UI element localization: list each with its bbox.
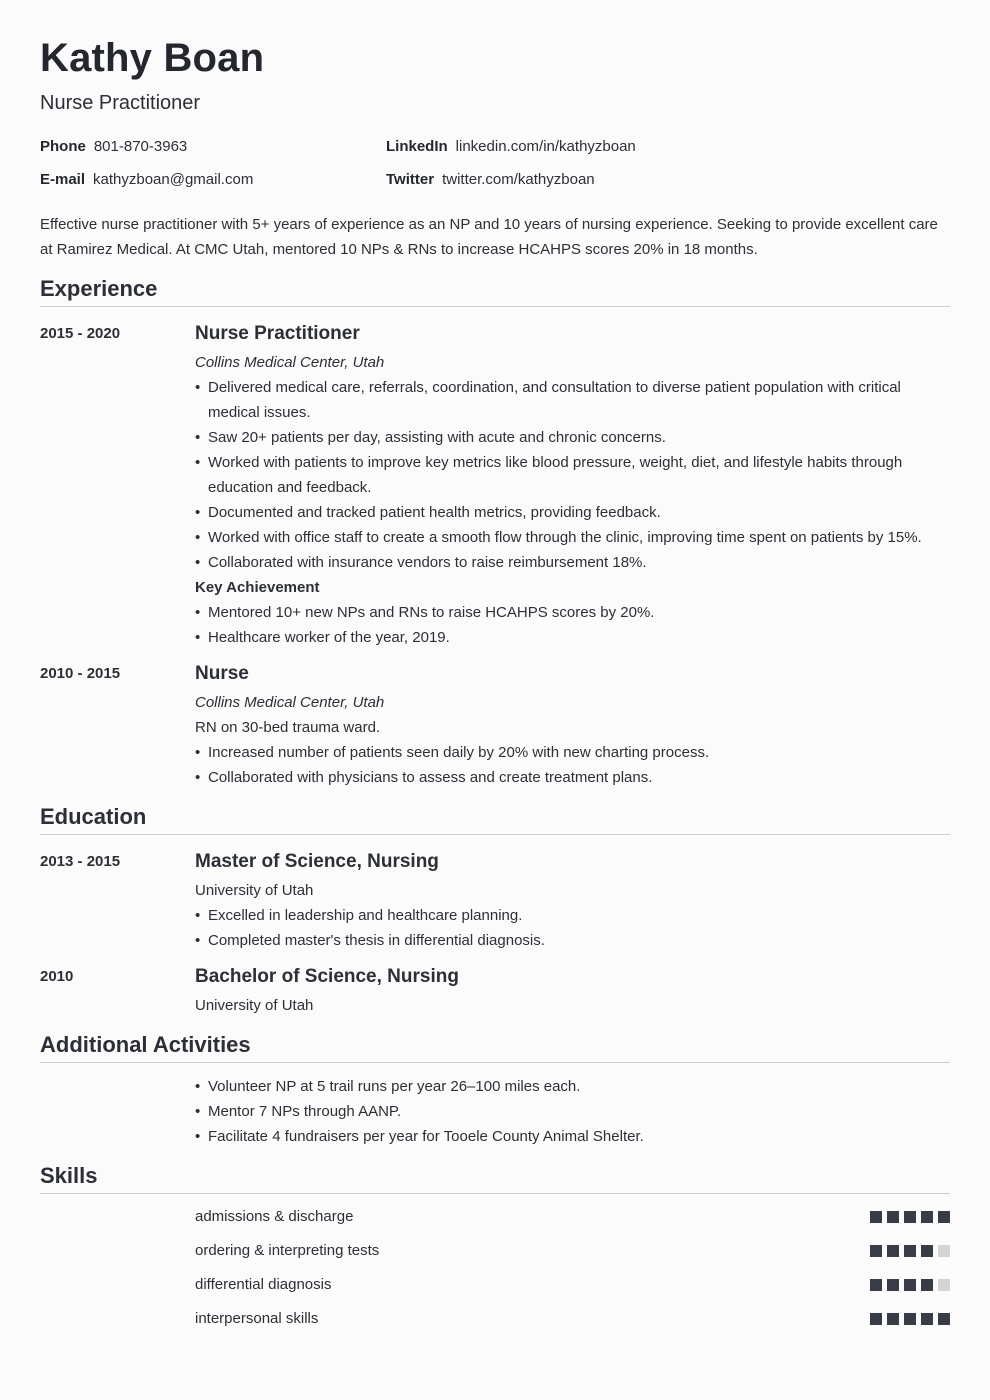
- contact-phone: [40, 138, 187, 155]
- bullet-item: • Documented and tracked patient health metrics, providing feedback.: [195, 500, 950, 525]
- rating-square-filled: [921, 1313, 933, 1325]
- achievement-label: Key Achievement: [195, 579, 320, 596]
- entry-org: Collins Medical Center, Utah: [195, 354, 385, 371]
- bullet-item: • Collaborated with physicians to assess and create treatment plans.: [195, 765, 950, 790]
- entry-dates: 2013 - 2015: [40, 853, 121, 870]
- skill-rating: [870, 1211, 950, 1223]
- bullet-item: • Completed master's thesis in differential diagnosis.: [195, 928, 950, 953]
- rating-square-filled: [887, 1313, 899, 1325]
- twitter-value: twitter.com/kathyzboan: [442, 171, 595, 188]
- phone-label: Phone: [40, 138, 86, 155]
- section-experience: [40, 276, 950, 307]
- skill-row: [195, 1308, 950, 1334]
- section-title: Experience: [40, 276, 158, 301]
- entry-dates: 2015 - 2020: [40, 325, 121, 342]
- rating-square-filled: [870, 1211, 882, 1223]
- entry-role: Nurse: [195, 663, 249, 684]
- skill-name: admissions & discharge: [195, 1208, 354, 1225]
- bullet-item: • Saw 20+ patients per day, assisting with acute and chronic concerns.: [195, 425, 950, 450]
- rating-square-filled: [921, 1279, 933, 1291]
- twitter-label: Twitter: [386, 171, 435, 188]
- rating-square-filled: [921, 1211, 933, 1223]
- section-title: Skills: [40, 1163, 98, 1188]
- rating-square-empty: [938, 1245, 950, 1257]
- linkedin-label: LinkedIn: [386, 138, 448, 155]
- entry-role: Nurse Practitioner: [195, 323, 360, 344]
- section-skills: [40, 1163, 950, 1194]
- skill-rating: [870, 1313, 950, 1325]
- bullet-item: • Collaborated with insurance vendors to raise reimbursement 18%.: [195, 550, 950, 575]
- skill-row: [195, 1240, 950, 1266]
- linkedin-value: linkedin.com/in/kathyzboan: [455, 138, 636, 155]
- section-title: Additional Activities: [40, 1032, 251, 1057]
- rating-square-filled: [904, 1245, 916, 1257]
- rating-square-filled: [904, 1279, 916, 1291]
- email-label: E-mail: [40, 171, 86, 188]
- skill-rating: [870, 1279, 950, 1291]
- bullet-item: • Worked with office staff to create a smooth flow through the clinic, improving time spent on patients by 15%.: [195, 525, 950, 550]
- achievement-list: [195, 600, 950, 650]
- job-title: Nurse Practitioner: [40, 92, 201, 114]
- activity-item: • Volunteer NP at 5 trail runs per year 26–100 miles each.: [195, 1074, 950, 1099]
- skill-rating: [870, 1245, 950, 1257]
- rating-square-filled: [870, 1279, 882, 1291]
- activity-item: • Mentor 7 NPs through AANP.: [195, 1099, 950, 1124]
- summary: Effective nurse practitioner with 5+ years of experience as an NP and 10 years of nursing experience. Seeking to provide excellent care at Ramirez Medical. At CMC Utah, mentored 10 NPs & RNs to increase HCAHPS scores 20% in 18 months.: [40, 216, 938, 258]
- rating-square-filled: [938, 1211, 950, 1223]
- rating-square-filled: [938, 1313, 950, 1325]
- bullet-list: [195, 740, 950, 790]
- contact-twitter: [386, 171, 595, 188]
- section-education: [40, 804, 950, 835]
- section-activities: [40, 1032, 950, 1063]
- candidate-name: Kathy Boan: [40, 36, 265, 80]
- entry-dates: 2010 - 2015: [40, 665, 121, 682]
- rating-square-filled: [870, 1245, 882, 1257]
- activities-list: [195, 1074, 950, 1149]
- entry-degree: Bachelor of Science, Nursing: [195, 966, 459, 987]
- activity-item: • Facilitate 4 fundraisers per year for Tooele County Animal Shelter.: [195, 1124, 950, 1149]
- rating-square-filled: [870, 1313, 882, 1325]
- bullet-list: [195, 903, 950, 953]
- contact-email: [40, 171, 253, 188]
- entry-school: University of Utah: [195, 882, 314, 899]
- entry-note: RN on 30-bed trauma ward.: [195, 719, 381, 736]
- bullet-item: • Worked with patients to improve key metrics like blood pressure, weight, diet, and lifestyle habits through education and feedback.: [195, 450, 950, 500]
- skill-name: ordering & interpreting tests: [195, 1242, 380, 1259]
- bullet-item: • Increased number of patients seen daily by 20% with new charting process.: [195, 740, 950, 765]
- rating-square-filled: [921, 1245, 933, 1257]
- skill-row: [195, 1274, 950, 1300]
- contact-linkedin: [386, 138, 636, 155]
- rating-square-filled: [904, 1211, 916, 1223]
- rating-square-filled: [887, 1279, 899, 1291]
- entry-dates: 2010: [40, 968, 74, 985]
- rating-square-filled: [887, 1245, 899, 1257]
- bullet-item: • Excelled in leadership and healthcare planning.: [195, 903, 950, 928]
- skill-row: [195, 1206, 950, 1232]
- phone-value: 801-870-3963: [93, 138, 188, 155]
- achievement-item: • Mentored 10+ new NPs and RNs to raise HCAHPS scores by 20%.: [195, 600, 950, 625]
- section-title: Education: [40, 804, 147, 829]
- rating-square-filled: [904, 1313, 916, 1325]
- achievement-item: • Healthcare worker of the year, 2019.: [195, 625, 950, 650]
- rating-square-filled: [887, 1211, 899, 1223]
- entry-school: University of Utah: [195, 997, 314, 1014]
- bullet-item: • Delivered medical care, referrals, coordination, and consultation to diverse patient population with critical medical issues.: [195, 375, 950, 425]
- bullet-list: [195, 375, 950, 575]
- rating-square-empty: [938, 1279, 950, 1291]
- entry-org: Collins Medical Center, Utah: [195, 694, 385, 711]
- email-value: kathyzboan@gmail.com: [93, 171, 254, 188]
- skill-name: differential diagnosis: [195, 1276, 332, 1293]
- entry-degree: Master of Science, Nursing: [195, 851, 439, 872]
- skill-name: interpersonal skills: [195, 1310, 319, 1327]
